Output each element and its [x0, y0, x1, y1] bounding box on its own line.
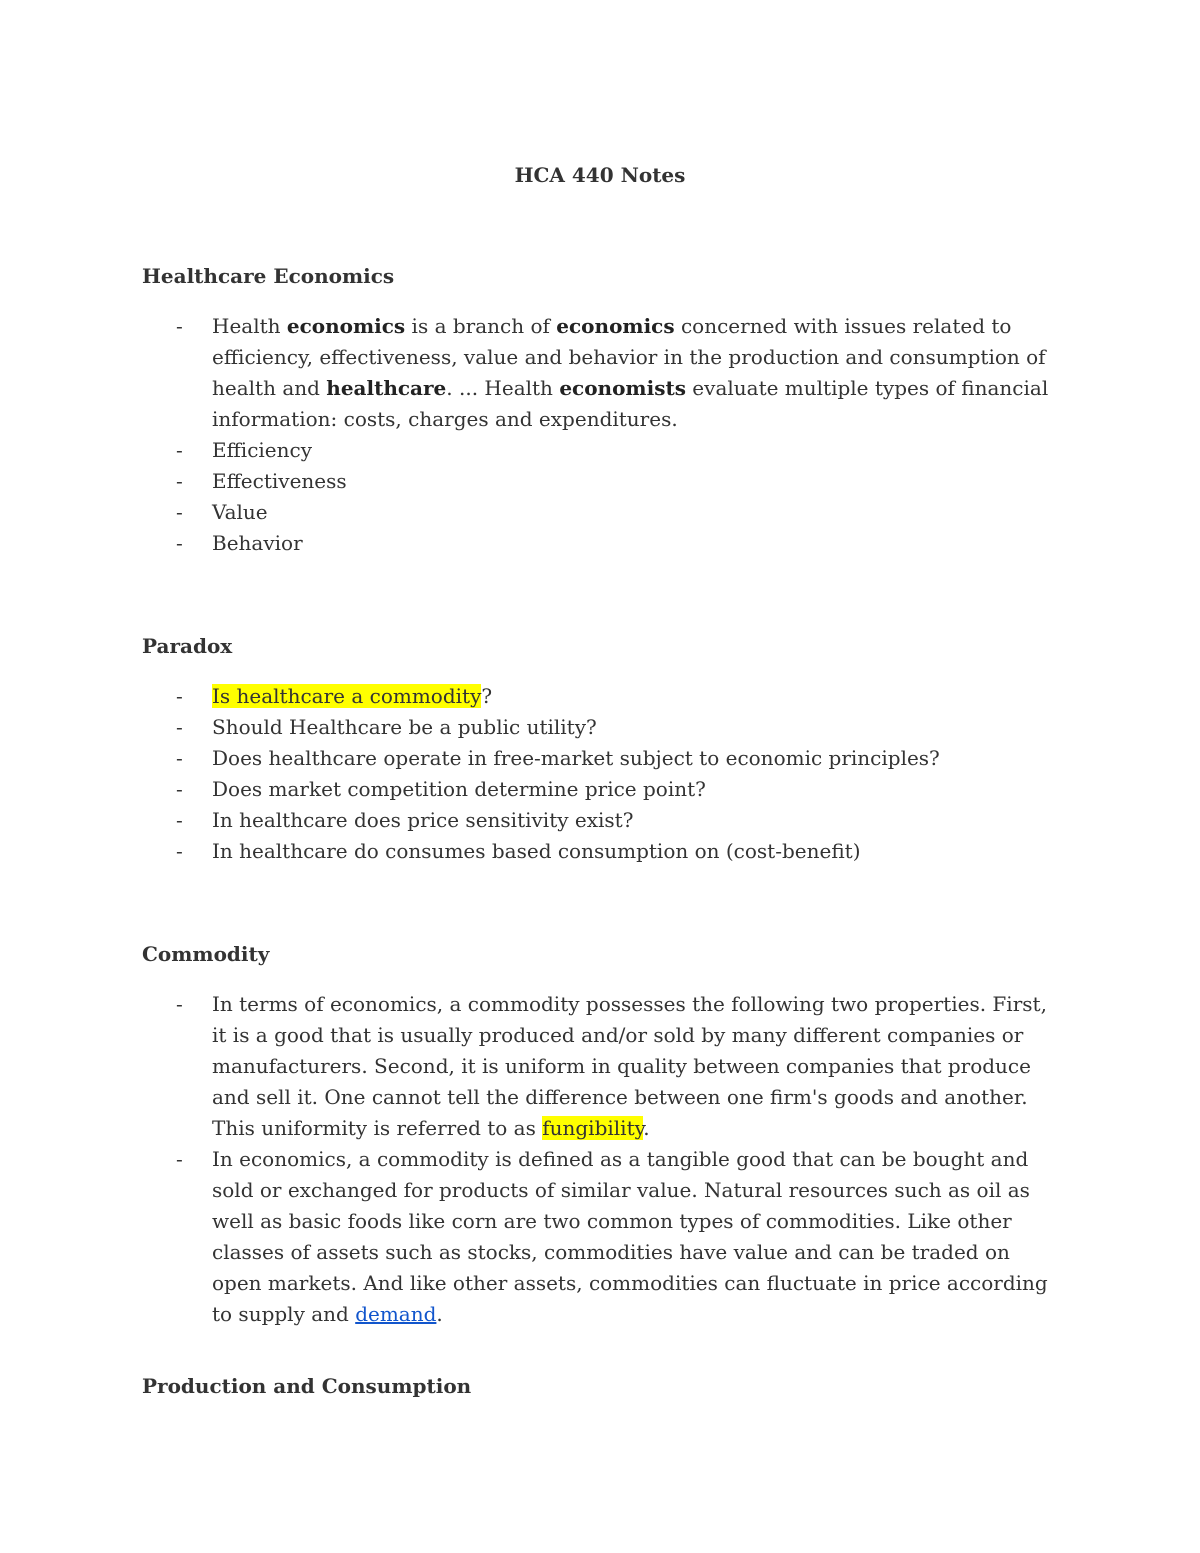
- bullet-dash: -: [176, 438, 183, 462]
- bold-term: economists: [559, 376, 686, 400]
- list-item: - In healthcare do consumes based consumption on (cost-benefit): [142, 836, 1062, 867]
- bold-term: healthcare: [326, 376, 447, 400]
- heading-healthcare-economics: Healthcare Economics: [142, 264, 395, 288]
- list-item: - In economics, a commodity is defined as a tangible good that can be bought and sold or exchanged for products of similar value. Natural resources such as oil as well as basic foods like corn are two common types of commodities. Like other classes of assets such as stocks, commodities have value and can be traded on open markets. And like other assets, commodities can fluctuate in price according to supply and demand.: [142, 1144, 1062, 1330]
- list-item: - In terms of economics, a commodity possesses the following two properties. First, it is a good that is usually produced and/or sold by many different companies or manufacturers. Second, it is uniform in quality between companies that produce and sell it. One cannot tell the difference between one firm's goods and another. This uniformity is referred to as fungibility.: [142, 989, 1062, 1144]
- bullet-dash: -: [176, 531, 183, 555]
- bold-term: economics: [556, 314, 675, 338]
- list-healthcare-economics: [142, 311, 1062, 559]
- list-item: - Does healthcare operate in free-market subject to economic principles?: [142, 743, 1062, 774]
- list-commodity: [142, 989, 1062, 1330]
- bullet-dash: -: [176, 992, 183, 1016]
- heading-commodity: Commodity: [142, 942, 270, 966]
- bullet-dash: -: [176, 314, 183, 338]
- highlighted-text: Is healthcare a commodity: [212, 684, 482, 708]
- bullet-dash: -: [176, 500, 183, 524]
- list-item: - Is healthcare a commodity?: [142, 681, 1062, 712]
- list-item: - Value: [142, 497, 1062, 528]
- bullet-dash: -: [176, 684, 183, 708]
- bullet-dash: -: [176, 1147, 183, 1171]
- list-item: - Efficiency: [142, 435, 1062, 466]
- bullet-dash: -: [176, 808, 183, 832]
- list-item-definition: - Health economics is a branch of economics concerned with issues related to efficiency, effectiveness, value and behavior in the production and consumption of health and healthcare. ... Health economists evaluate multiple types of financial information: costs, charges and expenditures.: [142, 311, 1062, 435]
- list-item: - Effectiveness: [142, 466, 1062, 497]
- bullet-dash: -: [176, 839, 183, 863]
- bold-term: economics: [286, 314, 406, 338]
- bullet-dash: -: [176, 777, 183, 801]
- heading-paradox: Paradox: [142, 634, 233, 658]
- bullet-dash: -: [176, 746, 183, 770]
- heading-production-consumption: Production and Consumption: [142, 1374, 472, 1398]
- list-item: - Behavior: [142, 528, 1062, 559]
- bullet-dash: -: [176, 469, 183, 493]
- list-item: - In healthcare does price sensitivity exist?: [142, 805, 1062, 836]
- bullet-dash: -: [176, 715, 183, 739]
- document-title: HCA 440 Notes: [514, 163, 686, 187]
- demand-link[interactable]: demand: [355, 1302, 437, 1326]
- list-item: - Should Healthcare be a public utility?: [142, 712, 1062, 743]
- list-item: - Does market competition determine price point?: [142, 774, 1062, 805]
- highlighted-text: fungibility: [542, 1116, 644, 1140]
- list-paradox: [142, 681, 1062, 867]
